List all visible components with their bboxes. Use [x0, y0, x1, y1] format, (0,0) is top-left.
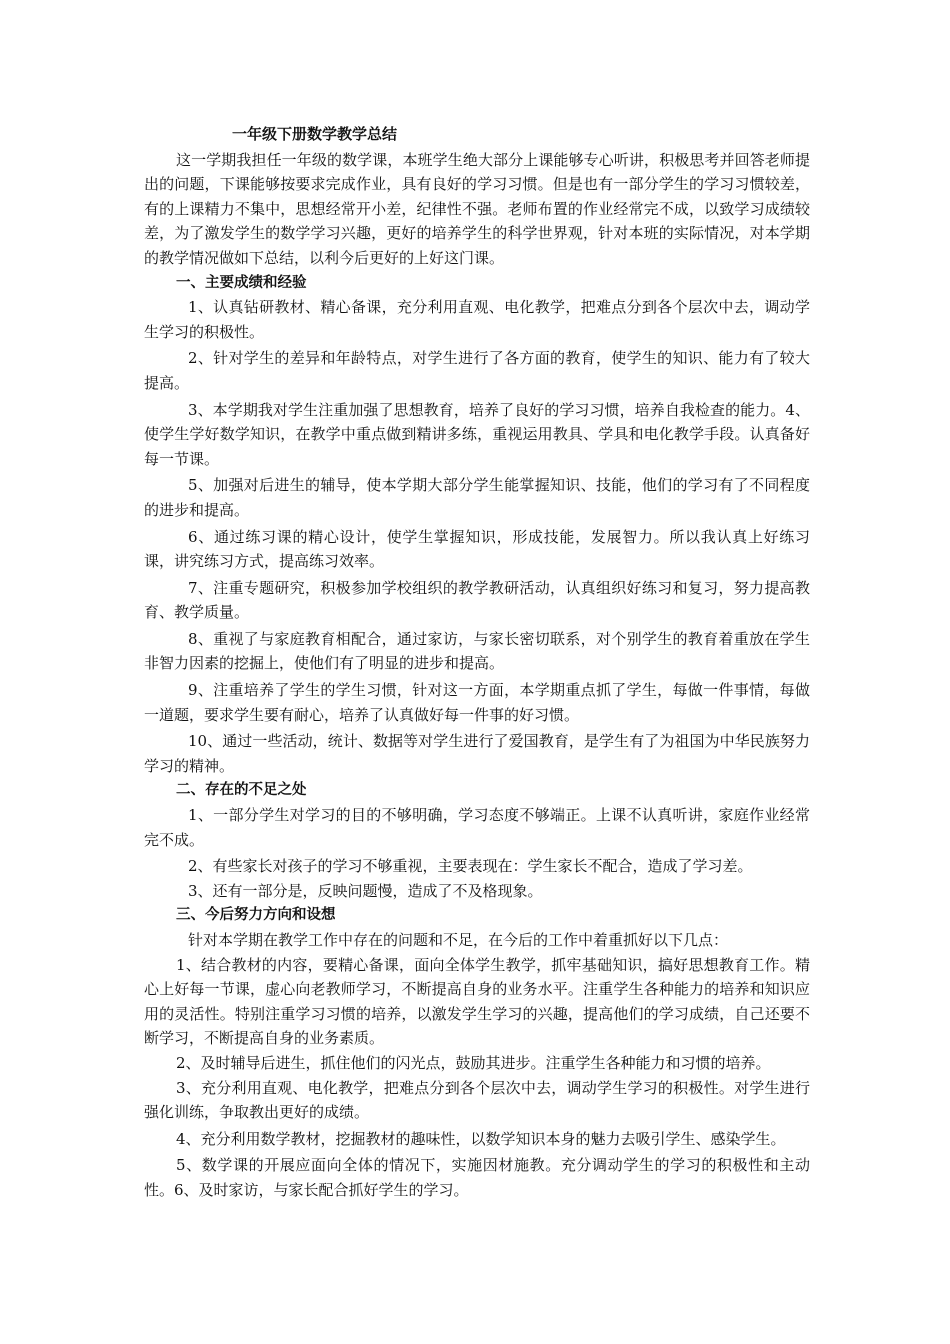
achievement-item: 8、重视了与家庭教育相配合，通过家访，与家长密切联系，对个别学生的教育着重放在学生非智力因素的挖掘上，使他们有了明显的进步和提高。 [144, 629, 810, 673]
future-plan-item: 3、充分利用直观、电化教学，把难点分到各个层次中去，调动学生学习的积极性。对学生进行强化训练，争取教出更好的成绩。 [144, 1078, 810, 1122]
shortcoming-item: 3、还有一部分是，反映问题慢，造成了不及格现象。 [188, 881, 543, 900]
achievement-item: 9、注重培养了学生的学生习惯，针对这一方面，本学期重点抓了学生，每做一件事情，每做一道题，要求学生要有耐心，培养了认真做好每一件事的好习惯。 [144, 681, 810, 724]
achievement-item: 6、通过练习课的精心设计，使学生掌握知识，形成技能，发展智力。所以我认真上好练习课，讲究练习方式，提高练习效率。 [144, 527, 810, 571]
document-body [144, 122, 810, 1203]
shortcoming-item: 2、有些家长对孩子的学习不够重视，主要表现在：学生家长不配合，造成了学习差。 [188, 857, 753, 876]
intro-paragraph: 这一学期我担任一年级的数学课，本班学生绝大部分上课能够专心听讲，积极思考并回答老师提出的问题，下课能够按要求完成作业，具有良好的学习习惯。但是也有一部分学生的学习习惯较差，有的上课精力不集中，思想经常开小差，纪律性不强。老师布置的作业经常完不成，以致学习成绩较差，为了激发学生的数学学习兴趣，更好的培养学生的科学世界观，针对本班的实际情况，对本学期的教学情况做如下总结，以利今后更好的上好这门课。 [144, 150, 810, 267]
achievement-item: 5、加强对后进生的辅导，使本学期大部分学生能掌握知识、技能，他们的学习有了不同程度的进步和提高。 [144, 476, 810, 519]
achievement-item: 10、通过一些活动，统计、数据等对学生进行了爱国教育，是学生有了为祖国为中华民族努力学习的精神。 [144, 732, 810, 775]
achievement-item: 1、认真钻研教材、精心备课，充分利用直观、电化教学，把难点分到各个层次中去，调动学生学习的积极性。 [144, 298, 810, 341]
future-plan-item: 1、结合教材的内容，要精心备课，面向全体学生教学，抓牢基础知识，搞好思想教育工作。精心上好每一节课，虚心向老教师学习，不断提高自身的业务水平。注重学生各种能力的培养和知识应用的灵活性。特别注重学习习惯的培养，以激发学生学习的兴趣，提高他们的学习成绩，自己还要不断学习，不断提高自身的业务素质。 [144, 955, 810, 1048]
future-plan-item: 5、数学课的开展应面向全体的情况下，实施因材施教。充分调动学生的学习的积极性和主动性。6、及时家访，与家长配合抓好学生的学习。 [144, 1156, 810, 1199]
document-title: 一年级下册数学教学总结 [232, 125, 398, 143]
section-heading-achievements: 一、主要成绩和经验 [176, 274, 307, 291]
future-plan-item: 4、充分利用数学教材，挖掘教材的趣味性，以数学知识本身的魅力去吸引学生、感染学生。 [176, 1129, 786, 1148]
future-plan-item: 2、及时辅导后进生，抓住他们的闪光点，鼓励其进步。注重学生各种能力和习惯的培养。 [176, 1053, 771, 1072]
achievement-item: 7、注重专题研究，积极参加学校组织的教学教研活动，认真组织好练习和复习，努力提高教育、教学质量。 [144, 578, 810, 622]
section-heading-future-plans: 三、今后努力方向和设想 [176, 907, 336, 924]
shortcoming-item: 1、一部分学生对学习的目的不够明确，学习态度不够端正。上课不认真听讲，家庭作业经常完不成。 [144, 806, 810, 849]
section-heading-shortcomings: 二、存在的不足之处 [176, 782, 307, 799]
achievement-item: 3、本学期我对学生注重加强了思想教育，培养了良好的学习习惯，培养自我检查的能力。4、使学生学好数学知识，在教学中重点做到精讲多练，重视运用教具、学具和电化教学手段。认真备好每一节课。 [144, 400, 810, 468]
achievement-item: 2、针对学生的差异和年龄特点，对学生进行了各方面的教育，使学生的知识、能力有了较大提高。 [144, 349, 810, 392]
future-plans-lead: 针对本学期在教学工作中存在的问题和不足，在今后的工作中着重抓好以下几点： [188, 931, 729, 949]
